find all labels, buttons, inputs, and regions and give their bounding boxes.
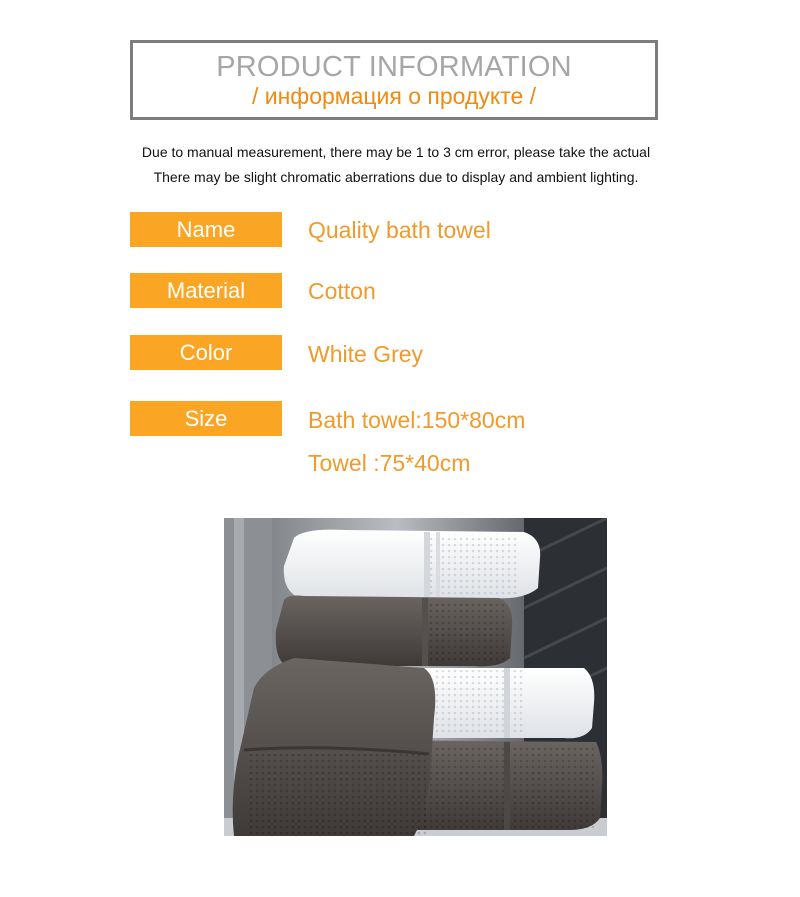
header-title: PRODUCT INFORMATION bbox=[216, 51, 572, 83]
size-label: Size bbox=[130, 401, 282, 436]
name-value: Quality bath towel bbox=[308, 217, 491, 243]
material-value: Cotton bbox=[308, 278, 376, 304]
size-value-towel: Towel :75*40cm bbox=[308, 450, 471, 476]
measurement-note: Due to manual measurement, there may be 1 to 3 cm error, please take the actual bbox=[141, 144, 651, 160]
material-label: Material bbox=[130, 273, 282, 308]
color-note: There may be slight chromatic aberrations due to display and ambient lighting. bbox=[153, 169, 639, 185]
color-value: White Grey bbox=[308, 341, 424, 367]
size-value-bath-towel: Bath towel:150*80cm bbox=[308, 407, 526, 433]
name-label: Name bbox=[130, 212, 282, 247]
header-subtitle: / информация о продукте / bbox=[251, 83, 537, 109]
product-info-header bbox=[130, 40, 658, 120]
color-label: Color bbox=[130, 335, 282, 370]
towel-stack-photo bbox=[224, 518, 607, 836]
